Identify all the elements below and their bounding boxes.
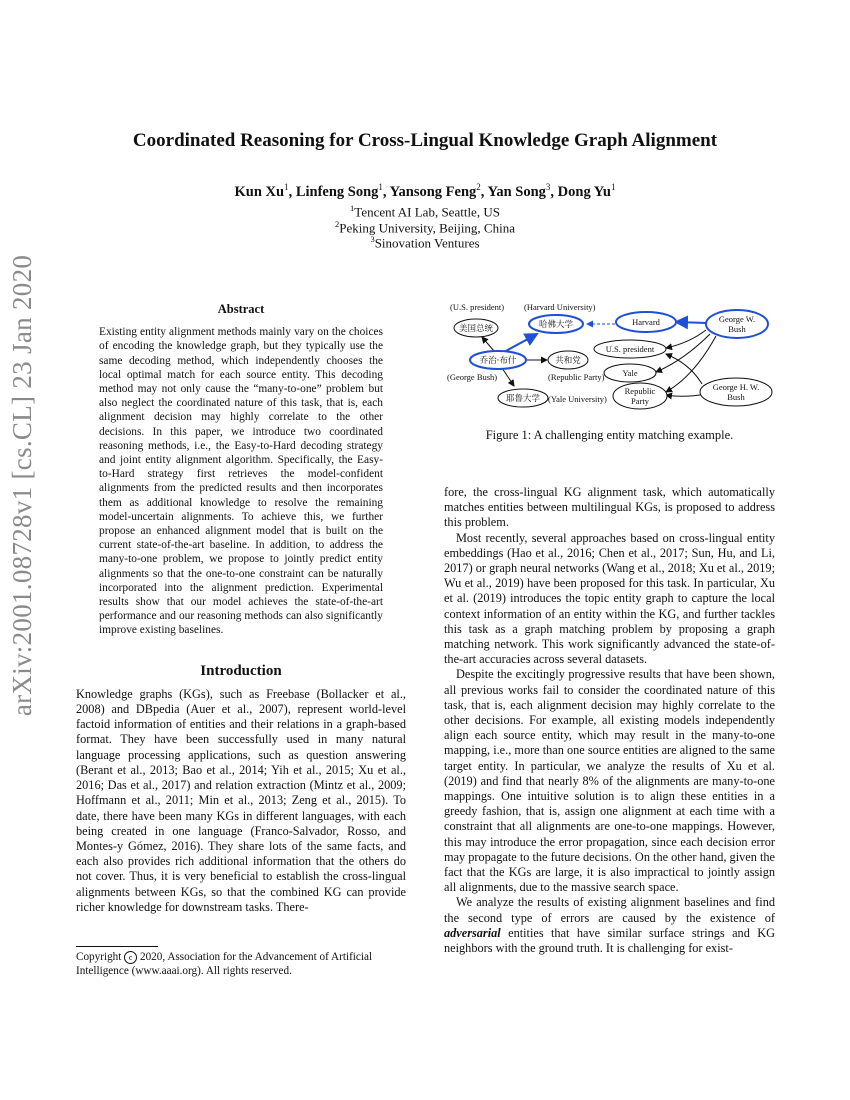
edge <box>666 330 706 348</box>
node-label: Yale <box>622 368 638 378</box>
body-paragraph: Most recently, several approaches based on cross-lingual entity embeddings (Hao et al., 2016; Chen et al., 2017; Sun, Hu, and Li, 2017) or graph neural networks (Wang et al., 2018; Xu et al., 2019; Wu et al., 2019) have been proposed for this task. In particular, Xu et al. (2019) introduces the topic entity graph to capture the local context information of an entity within the KG, and further tackles this task as a graph matching problem by proposing a graph matching network. This work significantly advanced the state-of-the-art accuracies across several datasets. <box>444 530 775 667</box>
affiliation-text: Tencent AI Lab, Seattle, US <box>354 204 500 220</box>
abstract-heading: Abstract <box>217 302 265 316</box>
author-affil-mark: 1 <box>378 182 383 192</box>
edge <box>666 354 702 384</box>
gloss-label: (Yale University) <box>548 394 607 404</box>
author-list <box>0 182 850 201</box>
author-name: Kun Xu <box>234 183 285 200</box>
author-affil-mark: 3 <box>545 182 551 192</box>
node-label: Bush <box>728 324 746 334</box>
gloss-label: (George Bush) <box>447 372 498 382</box>
gloss-label: (U.S. president) <box>450 302 505 312</box>
paragraph-text: entities that have similar surface strings and KG neighbors with the ground truth. It is challenging for exist- <box>444 925 776 956</box>
introduction-heading: Introduction <box>200 662 282 679</box>
left-column <box>76 302 406 915</box>
figure-caption: Figure 1: A challenging entity matching example. <box>485 428 734 442</box>
copyright-prefix: Copyright <box>76 951 122 963</box>
edge <box>656 334 710 372</box>
paper-title: Coordinated Reasoning for Cross-Lingual Knowledge Graph Alignment <box>132 130 718 151</box>
body-paragraph <box>444 895 775 956</box>
affiliation-text: Peking University, Beijing, China <box>339 220 515 236</box>
emphasized-term: adversarial <box>444 925 501 940</box>
author-name: Linfeng Song <box>295 183 379 200</box>
gloss-label: (Harvard University) <box>524 302 596 312</box>
affiliation-mark: 3 <box>370 234 375 244</box>
right-column <box>444 485 775 956</box>
node-label: U.S. president <box>605 344 655 354</box>
footnote-rule <box>76 946 158 947</box>
author-separator: , <box>382 183 390 200</box>
arxiv-identifier-stamp <box>0 254 46 716</box>
gloss-label: (Republic Party) <box>548 372 605 382</box>
edge-highlight <box>504 334 537 352</box>
author-affil-mark: 1 <box>611 182 616 192</box>
node-label: 共和党 <box>555 356 581 366</box>
node-label: Party <box>631 396 649 406</box>
introduction-paragraph: Knowledge graphs (KGs), such as Freebase (Bollacker et al., 2008) and DBpedia (Auer et al., 2007), represent world-level factoid information of entities and their relations in a graph-based format. They have been successfully used in many natural language processing applications, such as question answering (Berant et al., 2013; Bao et al., 2014; Yih et al., 2015; Xu et al., 2016; Das et al., 2017) and relation extraction (Mintz et al., 2009; Hoffmann et al., 2011; Min et al., 2013; Zeng et al., 2015). To date, there have been many KGs in different languages, with each being created in one language (Franco-Salvador, Rosso, and Montes-y Gómez, 2016). They share lots of the same facts, and each also provides rich additional information that the others do not cover. Thus, it is very beneficial to establish the cross-lingual alignments between KGs, so that the combined KG can provide richer knowledge for downstream tasks. There- <box>76 686 406 914</box>
author-separator: , <box>288 183 296 200</box>
edge <box>502 368 514 386</box>
affiliation-mark: 2 <box>335 219 340 229</box>
node-label: George H. W. <box>712 382 760 392</box>
edge-highlight <box>676 322 707 323</box>
node-label: 乔治·布什 <box>479 356 517 366</box>
author-name: Dong Yu <box>557 183 611 200</box>
node-label: 耶鲁大学 <box>505 394 541 404</box>
author-name: Yan Song <box>487 183 546 200</box>
copyright-text: 2020, Association for the Advancement of Artificial Intelligence (www.aaai.org). All rights reserved. <box>76 951 373 977</box>
paragraph-text: We analyze the results of existing alignment baselines and find the second type of errors are caused by the existence of <box>444 895 775 925</box>
author-name: Yansong Feng <box>389 183 477 200</box>
body-paragraph: fore, the cross-lingual KG alignment task, which automatically matches entities between multilingual KGs, is proposed to address this problem. <box>444 485 775 530</box>
affiliation-line <box>0 234 850 251</box>
node-label: Bush <box>727 392 745 402</box>
node-label: Republic <box>624 386 656 396</box>
author-affil-mark: 1 <box>284 182 289 192</box>
arxiv-id-text: arXiv:2001.08728v1 [cs.CL] 23 Jan 2020 <box>7 254 38 716</box>
author-affil-mark: 2 <box>476 182 481 192</box>
author-separator: , <box>550 183 558 200</box>
edge <box>482 337 494 351</box>
node-label: 哈佛大学 <box>538 320 574 330</box>
body-paragraph: Despite the excitingly progressive results that have been shown, all previous works fail to consider the coordinated nature of this task, that is, each alignment decision may highly correlate to the other decisions. For example, all existing models independently align each source entity, which may result in the many-to-one mapping, i.e., more than one source entities are aligned to the same target entity. In particular, we analyze the results of Xu et al. (2019) and find that nearly 8% of the alignments are many-to-one mappings. One intuitive solution is to align these entities in a greedy fashion, that is, assign one alignment at each time with a constraint that all alignments are one-to-one mappings. However, this may introduce the error propagation, since each decision error may propagate to the future decisions. On the other hand, given the fact that the KGs are large, it is also impractical to jointly assign all alignments, due to the massive search space. <box>444 667 775 895</box>
copyright-symbol: c <box>124 951 137 964</box>
abstract-text: Existing entity alignment methods mainly vary on the choices of encoding the knowledge graph, but they typically use the same decoding method, which independently chooses the local optimal match for each source entity. This decoding method may not only cause the “many-to-one” problem but also neglect the coordinated nature of this task, that is, each alignment decision may highly correlate to the other decisions. In this paper, we introduce two coordinated reasoning methods, i.e., the Easy-to-Hard decoding strategy and joint entity alignment algorithm. Specifically, the Easy-to-Hard strategy first retrieves the model-confident alignments from the predicted results and then incorporates them as additional knowledge to resolve the remaining model-uncertain alignments. To achieve this, we further propose an enhanced alignment model that is built on the current state-of-the-art baseline. In addition, to address the many-to-one problem, we propose to jointly predict entity alignments so that the one-to-one constraint can be naturally incorporated into the alignment prediction. Experimental results show that our model achieves the state-of-the-art performance and our reasoning methods can also significantly improve existing baselines. <box>99 326 383 637</box>
affiliation-mark: 1 <box>350 203 355 213</box>
author-separator: , <box>480 183 488 200</box>
node-label: George W. <box>718 314 756 324</box>
node-label: Harvard <box>632 317 660 327</box>
copyright-footnote <box>76 950 406 978</box>
node-label: 美国总统 <box>458 324 494 334</box>
affiliation-line <box>0 203 850 220</box>
entity-matching-figure <box>444 298 775 418</box>
affiliation-text: Sinovation Ventures <box>374 235 480 251</box>
